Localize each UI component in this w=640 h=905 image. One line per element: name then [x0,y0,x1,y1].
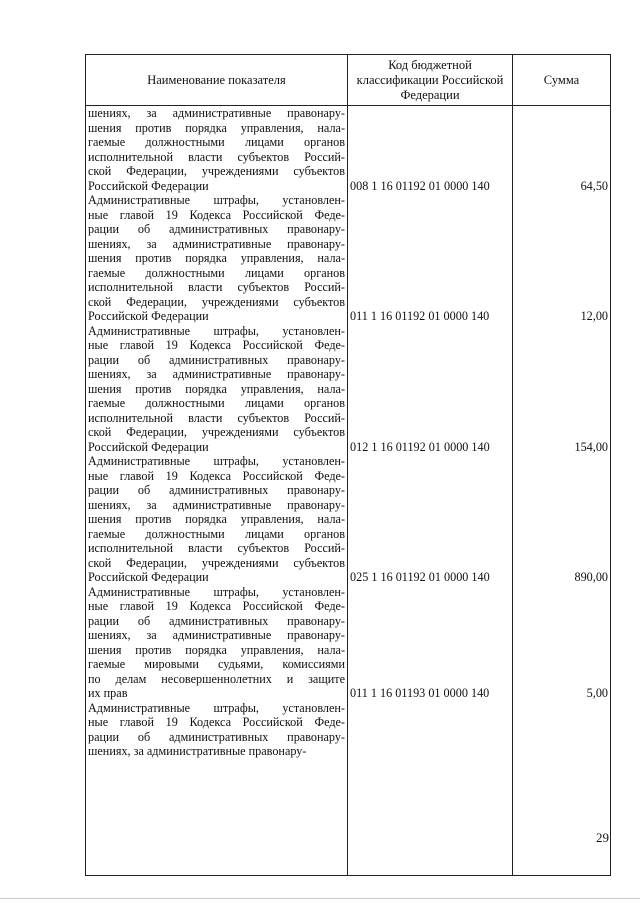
text-line: шениях, за административные правонару- [88,367,345,381]
name-column-cell [86,106,348,876]
text-line: ской Федерации, учреждениями субъектов [88,425,345,439]
header-name: Наименование показателя [86,55,348,106]
code-column-cell [348,106,513,876]
row-description [88,585,345,701]
text-line: исполнительной власти субъектов Россий- [88,541,345,555]
text-line: гаемые должностными лицами органов [88,396,345,410]
text-line: ные главой 19 Кодекса Российской Феде- [88,599,345,613]
text-line: ные главой 19 Кодекса Российской Феде- [88,715,345,729]
text-line: рации об административных правонару- [88,352,345,367]
name-column [86,106,347,875]
text-line: шениях, за административные правонару- [88,106,345,120]
header-sum: Сумма [513,55,611,106]
row-description [88,324,345,455]
row-description [88,454,345,585]
text-line: ской Федерации, учреждениями субъектов [88,164,345,178]
text-line: исполнительной власти субъектов Россий- [88,410,345,425]
text-line: гаемые мировыми судьями, комиссиями [88,657,345,671]
bottom-divider [0,898,640,899]
text-line: исполнительной власти субъектов Россий- [88,149,345,164]
text-line: их прав [88,686,128,700]
row-sum: 890,00 [574,570,608,584]
table-body-row [86,106,611,876]
text-line: шения против порядка управления, нала- [88,512,345,526]
text-line: Административные штрафы, установлен- [88,323,345,338]
text-line: ные главой 19 Кодекса Российской Феде- [88,468,345,483]
text-line: шениях, за административные правонару- [88,236,345,251]
row-code: 011 1 16 01193 01 0000 140 [350,686,490,700]
text-line: по делам несовершеннолетних и защите [88,671,345,686]
text-line: рации об административных правонару- [88,729,345,744]
text-line: шения против порядка управления, нала- [88,120,345,135]
table-header-row [86,55,611,106]
text-line: шениях, за административные правонару- [88,628,345,642]
text-line: ные главой 19 Кодекса Российской Феде- [88,207,345,222]
row-code: 008 1 16 01192 01 0000 140 [350,178,490,193]
row-sum: 12,00 [580,309,608,323]
text-line: ской Федерации, учреждениями субъектов [88,294,345,309]
row-sum: 5,00 [586,686,608,700]
text-line: Российской Федерации [88,439,209,454]
text-line: шения против порядка управления, нала- [88,642,345,657]
text-line: Административные штрафы, установлен- [88,584,345,599]
text-line: рации об административных правонару- [88,483,345,497]
text-line: Российской Федерации [88,309,209,323]
text-line: рации об административных правонару- [88,222,345,236]
text-line: ской Федерации, учреждениями субъектов [88,555,345,570]
continuation-text [88,106,345,193]
text-line: шения против порядка управления, нала- [88,251,345,265]
budget-table [85,54,611,876]
text-line: Административные штрафы, установлен- [88,454,345,468]
text-line: шениях, за административные правонару- [88,744,307,758]
text-line: Российской Федерации [88,570,209,584]
page-number: 29 [596,830,609,845]
row-description [88,193,345,324]
text-line: гаемые должностными лицами органов [88,265,345,280]
row-code: 025 1 16 01192 01 0000 140 [350,570,490,584]
text-line: Российской Федерации [88,178,209,193]
code-column [348,106,512,875]
text-line: Административные штрафы, установлен- [88,700,345,715]
row-code: 012 1 16 01192 01 0000 140 [350,439,490,454]
text-line: шениях, за административные правонару- [88,497,345,512]
text-line: исполнительной власти субъектов Россий- [88,280,345,294]
row-description [88,701,345,759]
text-line: рации об административных правонару- [88,613,345,628]
row-sum: 154,00 [574,439,608,454]
header-code: Код бюджетной классификации Российской Федерации [348,55,513,106]
text-line: Административные штрафы, установлен- [88,193,345,207]
row-sum: 64,50 [580,178,608,193]
text-line: шения против порядка управления, нала- [88,381,345,396]
row-code: 011 1 16 01192 01 0000 140 [350,309,490,323]
text-line: гаемые должностными лицами органов [88,135,345,149]
text-line: гаемые должностными лицами органов [88,526,345,541]
sum-column-cell [513,106,611,876]
sum-column [513,106,610,875]
text-line: ные главой 19 Кодекса Российской Феде- [88,338,345,352]
